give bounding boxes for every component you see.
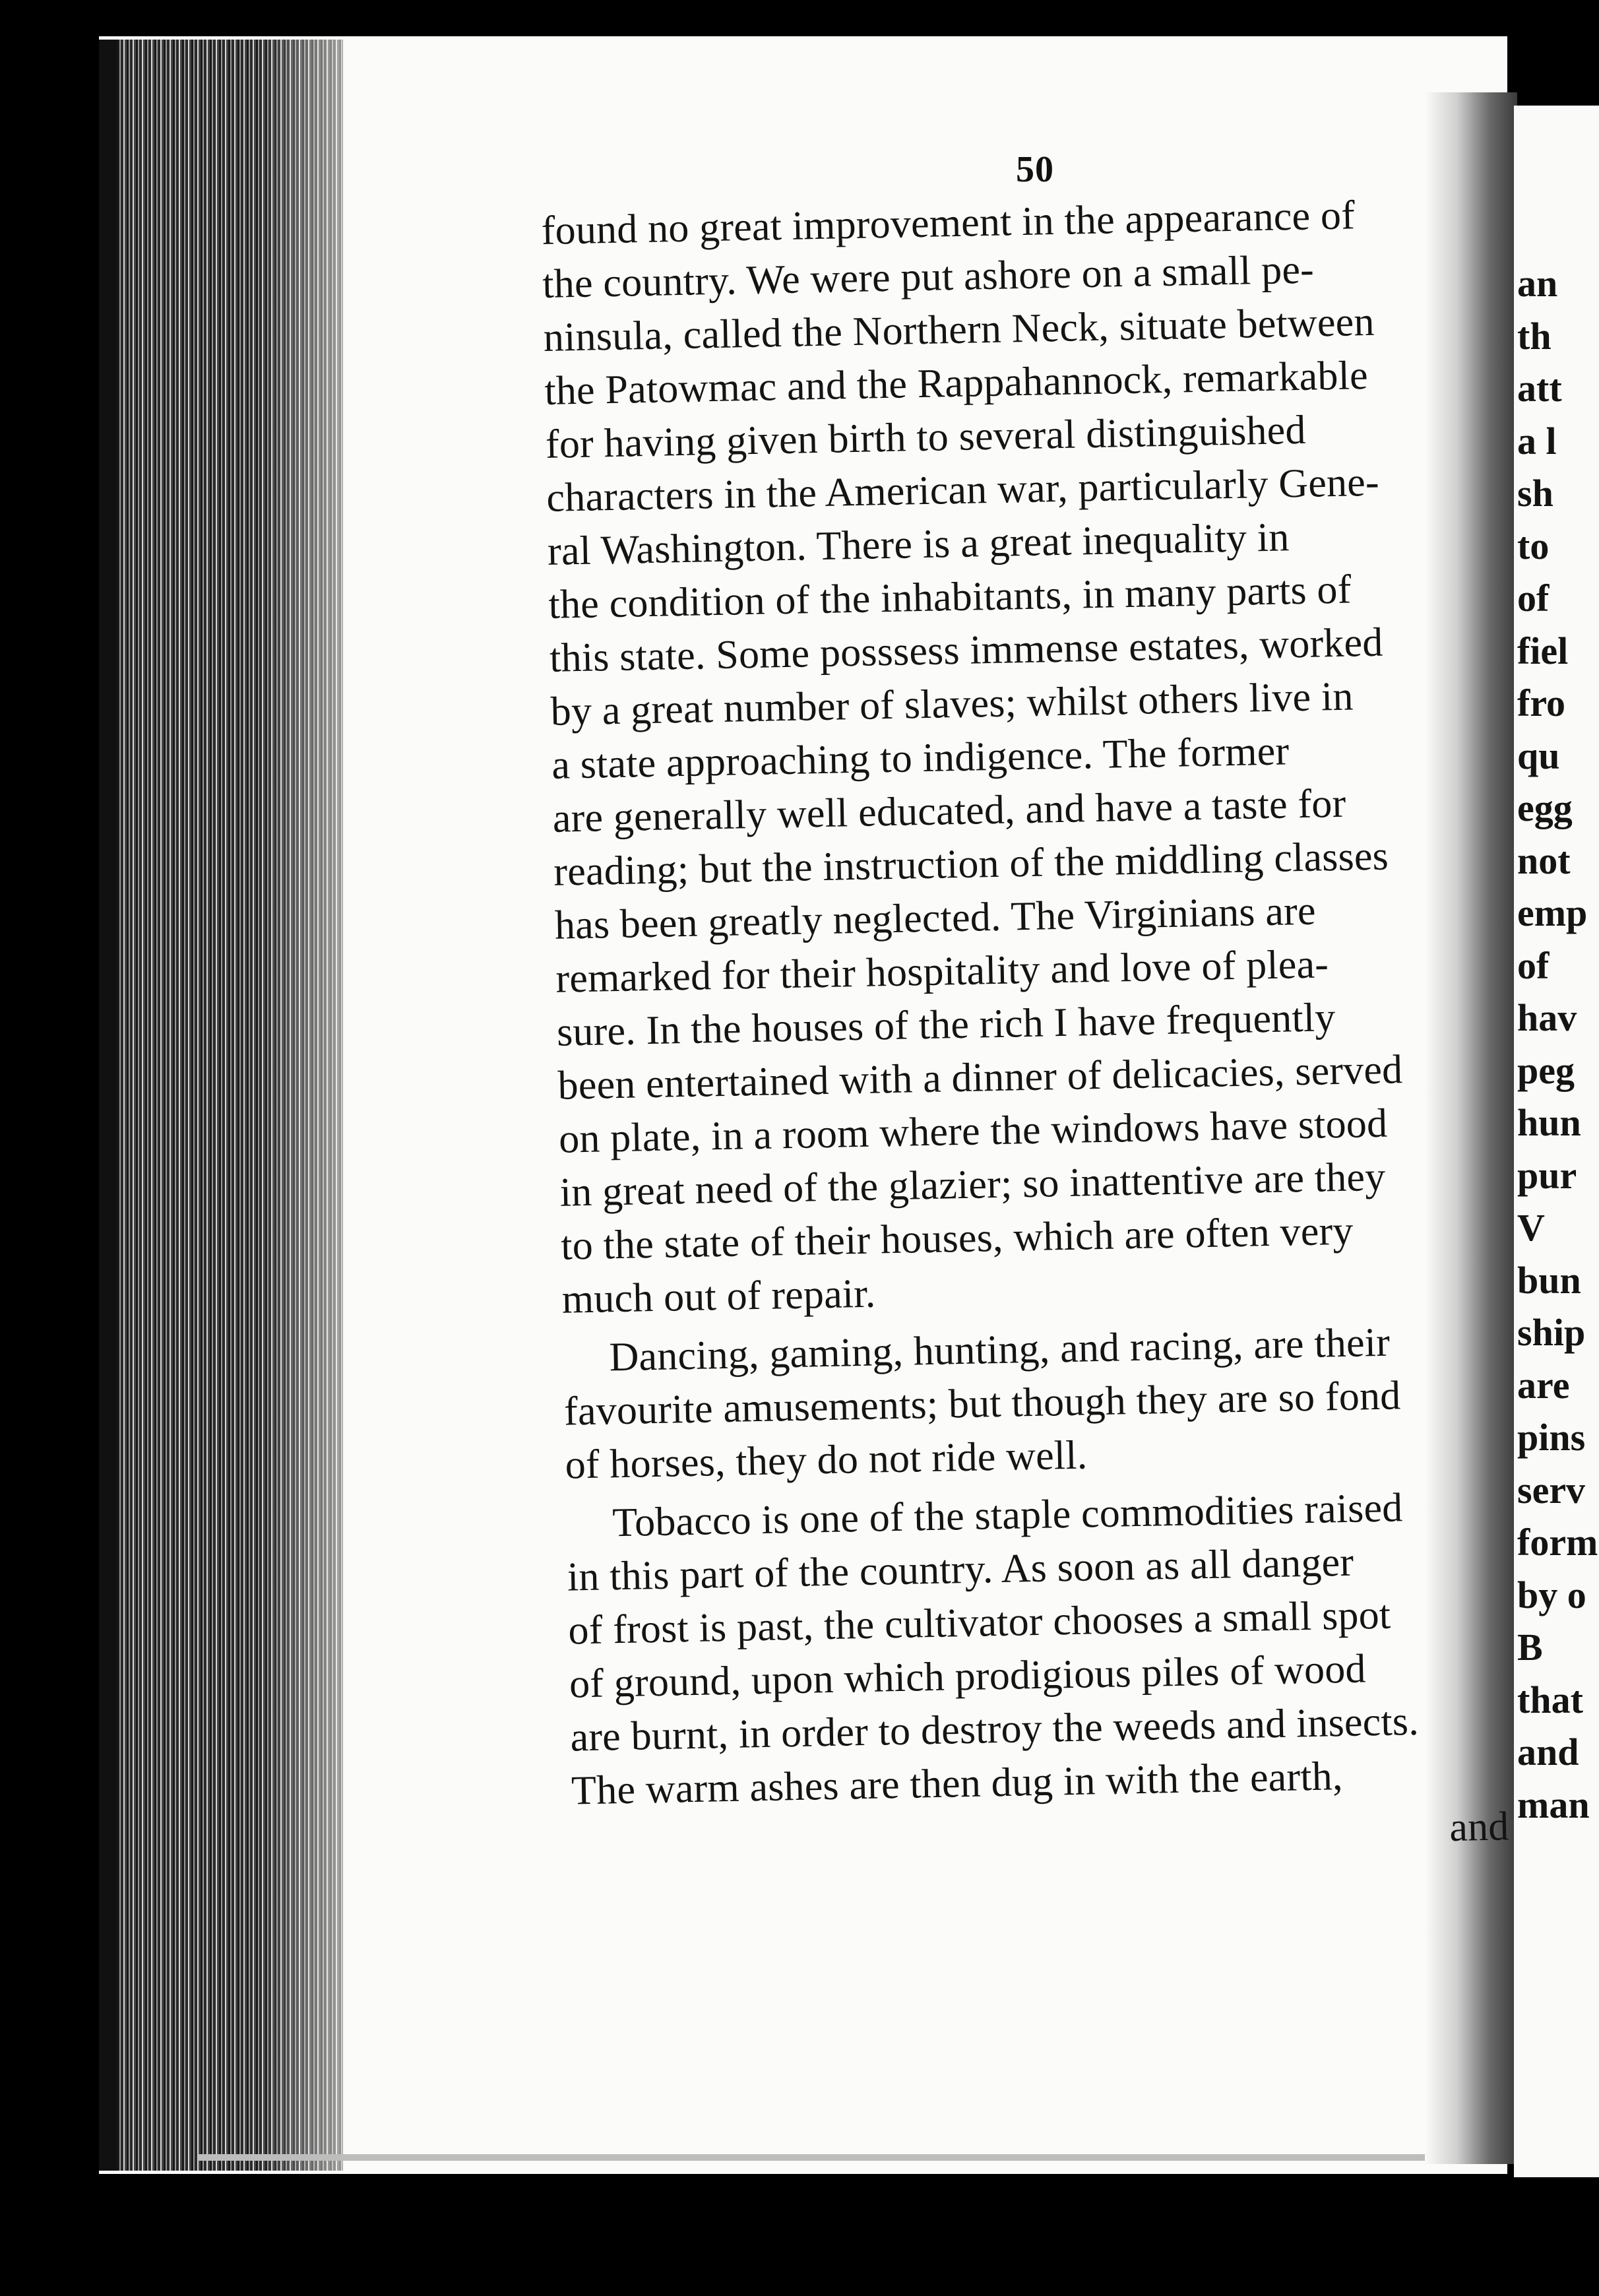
text-line: on plate, in a room where the windows have stood <box>558 1100 1388 1162</box>
text-line: the condition of the inhabitants, in many parts of <box>548 567 1352 627</box>
text-line: the country. We were put ashore on a small pe- <box>542 247 1315 307</box>
text-line: in great need of the glazier; so inattentive are they <box>559 1154 1386 1215</box>
facing-page-fragment: pur <box>1517 1153 1577 1197</box>
text-line: of horses, they do not ride well. <box>565 1432 1088 1488</box>
facing-page-fragment: of <box>1517 943 1550 987</box>
facing-page-fragment: bun <box>1517 1258 1581 1302</box>
text-line: sure. In the houses of the rich I have frequently <box>556 995 1336 1055</box>
facing-page-fragment: not <box>1517 839 1571 882</box>
facing-page-fragment: an <box>1517 262 1558 305</box>
catchword: and <box>1449 1804 1510 1851</box>
facing-page-fragment: pins <box>1517 1416 1586 1459</box>
facing-page-fragment: peg <box>1517 1048 1575 1092</box>
facing-page-fragment: and <box>1517 1731 1579 1773</box>
facing-page-text <box>1517 257 1598 1831</box>
text-line: found no great improvement in the appearance of <box>541 193 1356 253</box>
facing-page-fragment: hav <box>1517 996 1577 1039</box>
text-line: has been greatly neglected. The Virginians are <box>554 888 1317 948</box>
facing-page-fragment: ship <box>1517 1311 1586 1354</box>
facing-page-fragment: fiel <box>1517 629 1569 672</box>
facing-page-fragment: by o <box>1517 1573 1586 1616</box>
facing-page-fragment: are <box>1517 1363 1570 1407</box>
text-line: ninsula, called the Northern Neck, situate between <box>543 299 1375 360</box>
facing-page-fragment: qu <box>1517 734 1560 777</box>
text-line: ral Washington. There is a great inequality in <box>547 515 1290 574</box>
text-line: by a great number of slaves; whilst others live in <box>550 674 1354 734</box>
page-number: 50 <box>1016 149 1054 190</box>
text-line: favourite amusements; but though they are so fond <box>563 1373 1402 1434</box>
text-line: been entertained with a dinner of delicacies, served <box>557 1047 1403 1108</box>
facing-page-fragment: hun <box>1517 1101 1581 1144</box>
text-line: The warm ashes are then dug in with the earth, <box>571 1754 1344 1814</box>
book-cover-edge <box>99 40 117 2171</box>
facing-page-fragment: emp <box>1517 891 1588 934</box>
text-line: much out of repair. <box>561 1271 876 1322</box>
text-line: reading; but the instruction of the middling classes <box>553 833 1389 895</box>
facing-page-fragment: serv <box>1517 1468 1586 1512</box>
facing-page-fragment: B <box>1517 1626 1543 1669</box>
facing-page-fragment: V <box>1517 1206 1545 1249</box>
text-line: remarked for their hospitality and love of plea- <box>555 941 1329 1002</box>
text-line: of frost is past, the cultivator chooses a small spot <box>567 1592 1391 1653</box>
facing-page-fragment: that <box>1517 1678 1583 1721</box>
text-line: Tobacco is one of the staple commodities raised <box>611 1485 1404 1546</box>
text-line: for having given birth to several distinguished <box>545 407 1307 467</box>
page-bottom-edge <box>198 2154 1438 2161</box>
text-line: in this part of the country. As soon as all danger <box>567 1539 1354 1600</box>
facing-page-fragment: form <box>1517 1521 1598 1564</box>
facing-page-fragment: th <box>1517 314 1552 358</box>
text-line: are generally well educated, and have a taste for <box>552 781 1346 841</box>
text-line: Dancing, gaming, hunting, and racing, are their <box>608 1320 1391 1380</box>
text-line: this state. Some posssess immense estates, worked <box>549 620 1384 681</box>
text-line: are burnt, in order to destroy the weeds and insects. <box>569 1698 1420 1760</box>
text-line: to the state of their houses, which are often very <box>560 1208 1354 1269</box>
facing-page-fragment: of <box>1517 577 1550 620</box>
text-line: of ground, upon which prodigious piles of wood <box>569 1646 1367 1707</box>
facing-page-fragment: a l <box>1517 419 1557 462</box>
facing-page-fragment: egg <box>1517 786 1573 829</box>
text-line: characters in the American war, particularly Gene- <box>546 459 1380 521</box>
facing-page-fragment: sh <box>1517 472 1553 515</box>
facing-page-fragment: to <box>1517 524 1550 567</box>
body-text <box>541 186 1522 1871</box>
text-line: a state approaching to indigence. The former <box>551 728 1290 788</box>
facing-page-fragment: att <box>1517 367 1562 410</box>
facing-page-fragment: man <box>1517 1783 1590 1826</box>
page-edges-fade <box>99 40 350 2171</box>
facing-page-fragment: fro <box>1517 682 1566 724</box>
text-line: the Patowmac and the Rappahannock, remarkable <box>544 352 1369 414</box>
